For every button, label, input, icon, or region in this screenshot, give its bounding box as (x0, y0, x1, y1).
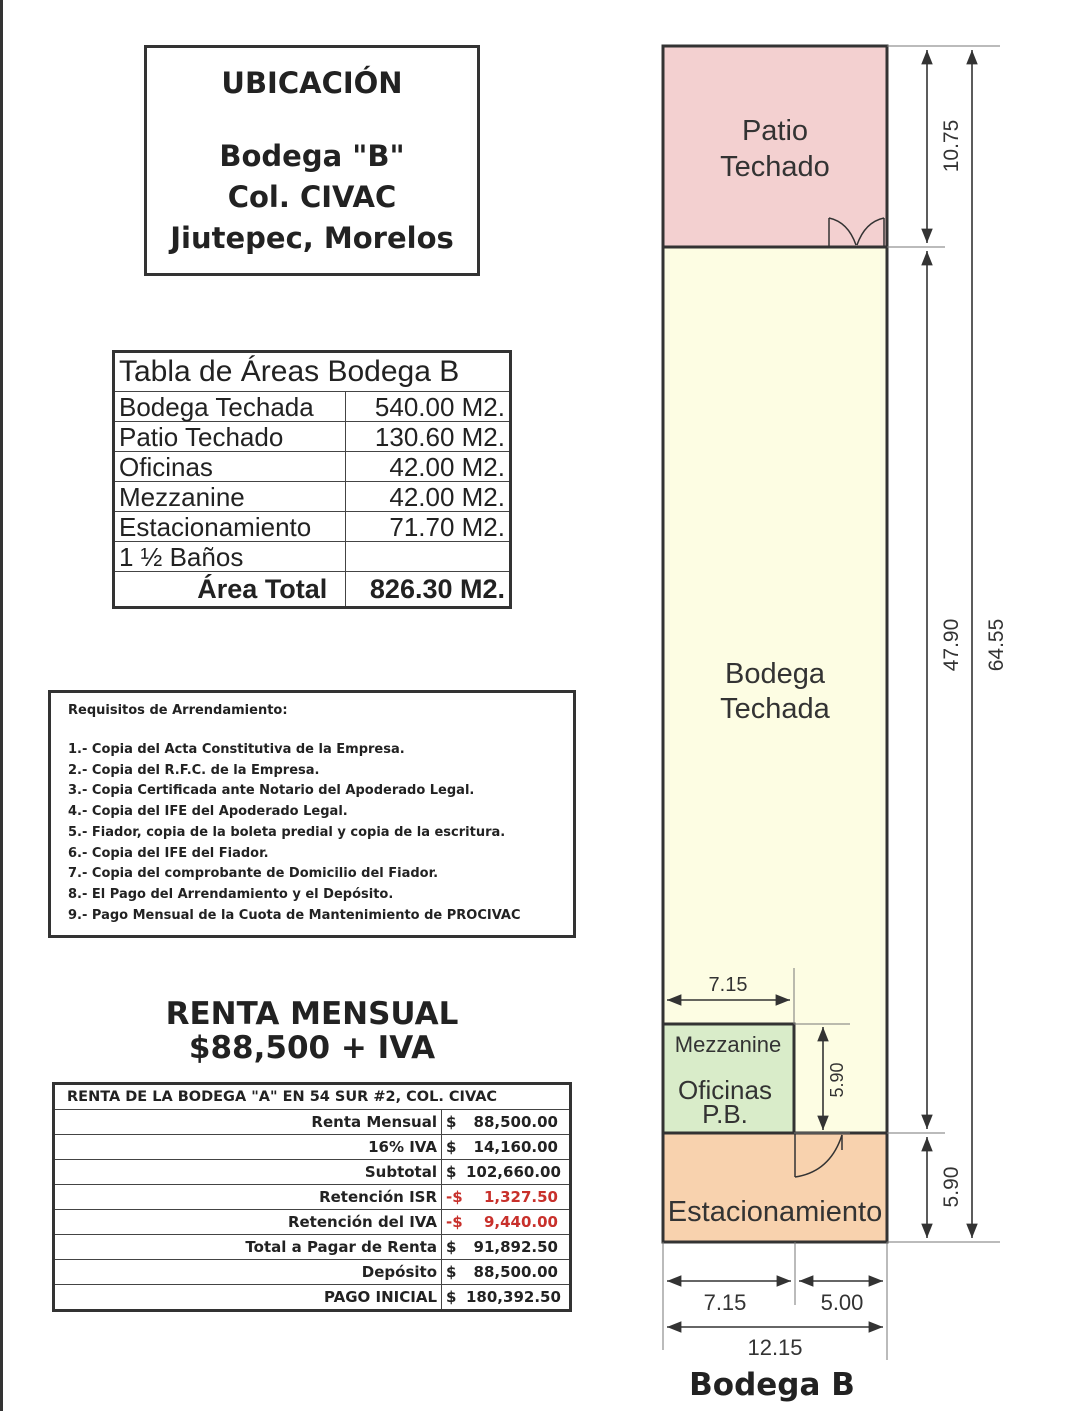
areas-total-row: Área Total 826.30 M2. (114, 572, 511, 608)
rent-row-value: 14,160.00 (473, 1138, 558, 1156)
rent-row-sign: $ (446, 1163, 457, 1181)
rent-row-sign: $ (446, 1263, 457, 1281)
list-item: 5.- Fiador, copia de la boleta predial y copia de la escritura. (68, 824, 506, 840)
dim-ofic-width-top: 7.15 (708, 974, 748, 996)
plan-caption: Bodega B (689, 1367, 855, 1403)
rent-row-label: PAGO INICIAL (54, 1285, 442, 1311)
list-item: 1.- Copia del Acta Constitutiva de la Empresa. (68, 742, 405, 757)
table-row: 1 ½ Baños (114, 542, 511, 572)
rent-row-sign: $ (446, 1288, 457, 1306)
rent-row-label: 16% IVA (54, 1135, 442, 1160)
rent-row-value: 1,327.50 (483, 1188, 558, 1206)
table-row: Bodega Techada 540.00 M2. (114, 392, 511, 422)
rent-row-value: 88,500.00 (473, 1113, 558, 1131)
list-item: 9.- Pago Mensual de la Cuota de Mantenimiento de PROCIVAC (68, 907, 521, 923)
list-item: 4.- Copia del IFE del Apoderado Legal. (68, 804, 348, 820)
rent-heading: RENTA MENSUAL (165, 996, 459, 1032)
list-item: 7.- Copia del comprobante de Domicilio del Fiador. (68, 866, 439, 882)
rent-row-label: Retención ISR (54, 1185, 442, 1210)
estacionamiento-label: Estacionamiento (667, 1196, 883, 1228)
bodega-label: Techada (720, 693, 830, 725)
rent-heading-amount: $88,500 + IVA (188, 1030, 436, 1066)
rent-row-label: Renta Mensual (54, 1110, 442, 1135)
dim-ofic-width-bottom: 7.15 (703, 1290, 747, 1315)
rent-row-value: 9,440.00 (483, 1213, 558, 1231)
rent-row-sign: -$ (446, 1188, 463, 1206)
rent-row-sign: $ (446, 1138, 457, 1156)
dim-ofic-height: 5.90 (827, 1062, 847, 1098)
rent-row-value: 102,660.00 (466, 1163, 561, 1181)
dim-total-height: 64.55 (985, 618, 1008, 672)
oficinas-label: Oficinas (678, 1075, 772, 1105)
dim-patio-height: 10.75 (940, 119, 963, 173)
mezzanine-label: Mezzanine (674, 1032, 782, 1057)
rent-row-label: Depósito (54, 1260, 442, 1285)
rent-row-sign: $ (446, 1113, 457, 1131)
location-colony: Col. CIVAC (227, 180, 397, 214)
requirements-title: Requisitos de Arrendamiento: (68, 703, 288, 718)
location-title: UBICACIÓN (221, 66, 403, 100)
areas-table-title: Tabla de Áreas Bodega B (114, 352, 511, 392)
dim-estac-height: 5.90 (940, 1166, 963, 1208)
rent-row-value: 180,392.50 (466, 1288, 561, 1306)
list-item: 6.- Copia del IFE del Fiador. (68, 845, 269, 861)
table-row: Mezzanine 42.00 M2. (114, 482, 511, 512)
list-item: 3.- Copia Certificada ante Notario del Apoderado Legal. (68, 783, 475, 799)
rent-row-label: Total a Pagar de Renta (54, 1235, 442, 1260)
table-row: Estacionamiento 71.70 M2. (114, 512, 511, 542)
patio-label: Techado (720, 151, 830, 183)
oficinas-label: P.B. (702, 1099, 748, 1129)
bodega-label: Bodega (725, 658, 825, 690)
list-item: 2.- Copia del R.F.C. de la Empresa. (68, 762, 320, 778)
patio-label: Patio (741, 115, 809, 147)
rent-row-value: 88,500.00 (473, 1263, 558, 1281)
rent-row-value: 91,892.50 (473, 1238, 558, 1256)
table-row: Oficinas 42.00 M2. (114, 452, 511, 482)
list-item: 8.- El Pago del Arrendamiento y el Depósito. (68, 886, 394, 902)
rent-row-label: Retención del IVA (54, 1210, 442, 1235)
location-warehouse: Bodega "B" (219, 139, 405, 173)
location-city: Jiutepec, Morelos (170, 221, 454, 255)
table-row: Patio Techado 130.60 M2. (114, 422, 511, 452)
dim-right-width: 5.00 (820, 1290, 864, 1315)
rent-row-sign: $ (446, 1238, 457, 1256)
rent-row-label: Subtotal (54, 1160, 442, 1185)
rent-table-title: RENTA DE LA BODEGA "A" EN 54 SUR #2, COL. CIVAC (54, 1084, 571, 1110)
dim-total-width: 12.15 (747, 1335, 803, 1360)
dim-bodega-height: 47.90 (940, 618, 963, 672)
rent-row-sign: -$ (446, 1213, 463, 1231)
